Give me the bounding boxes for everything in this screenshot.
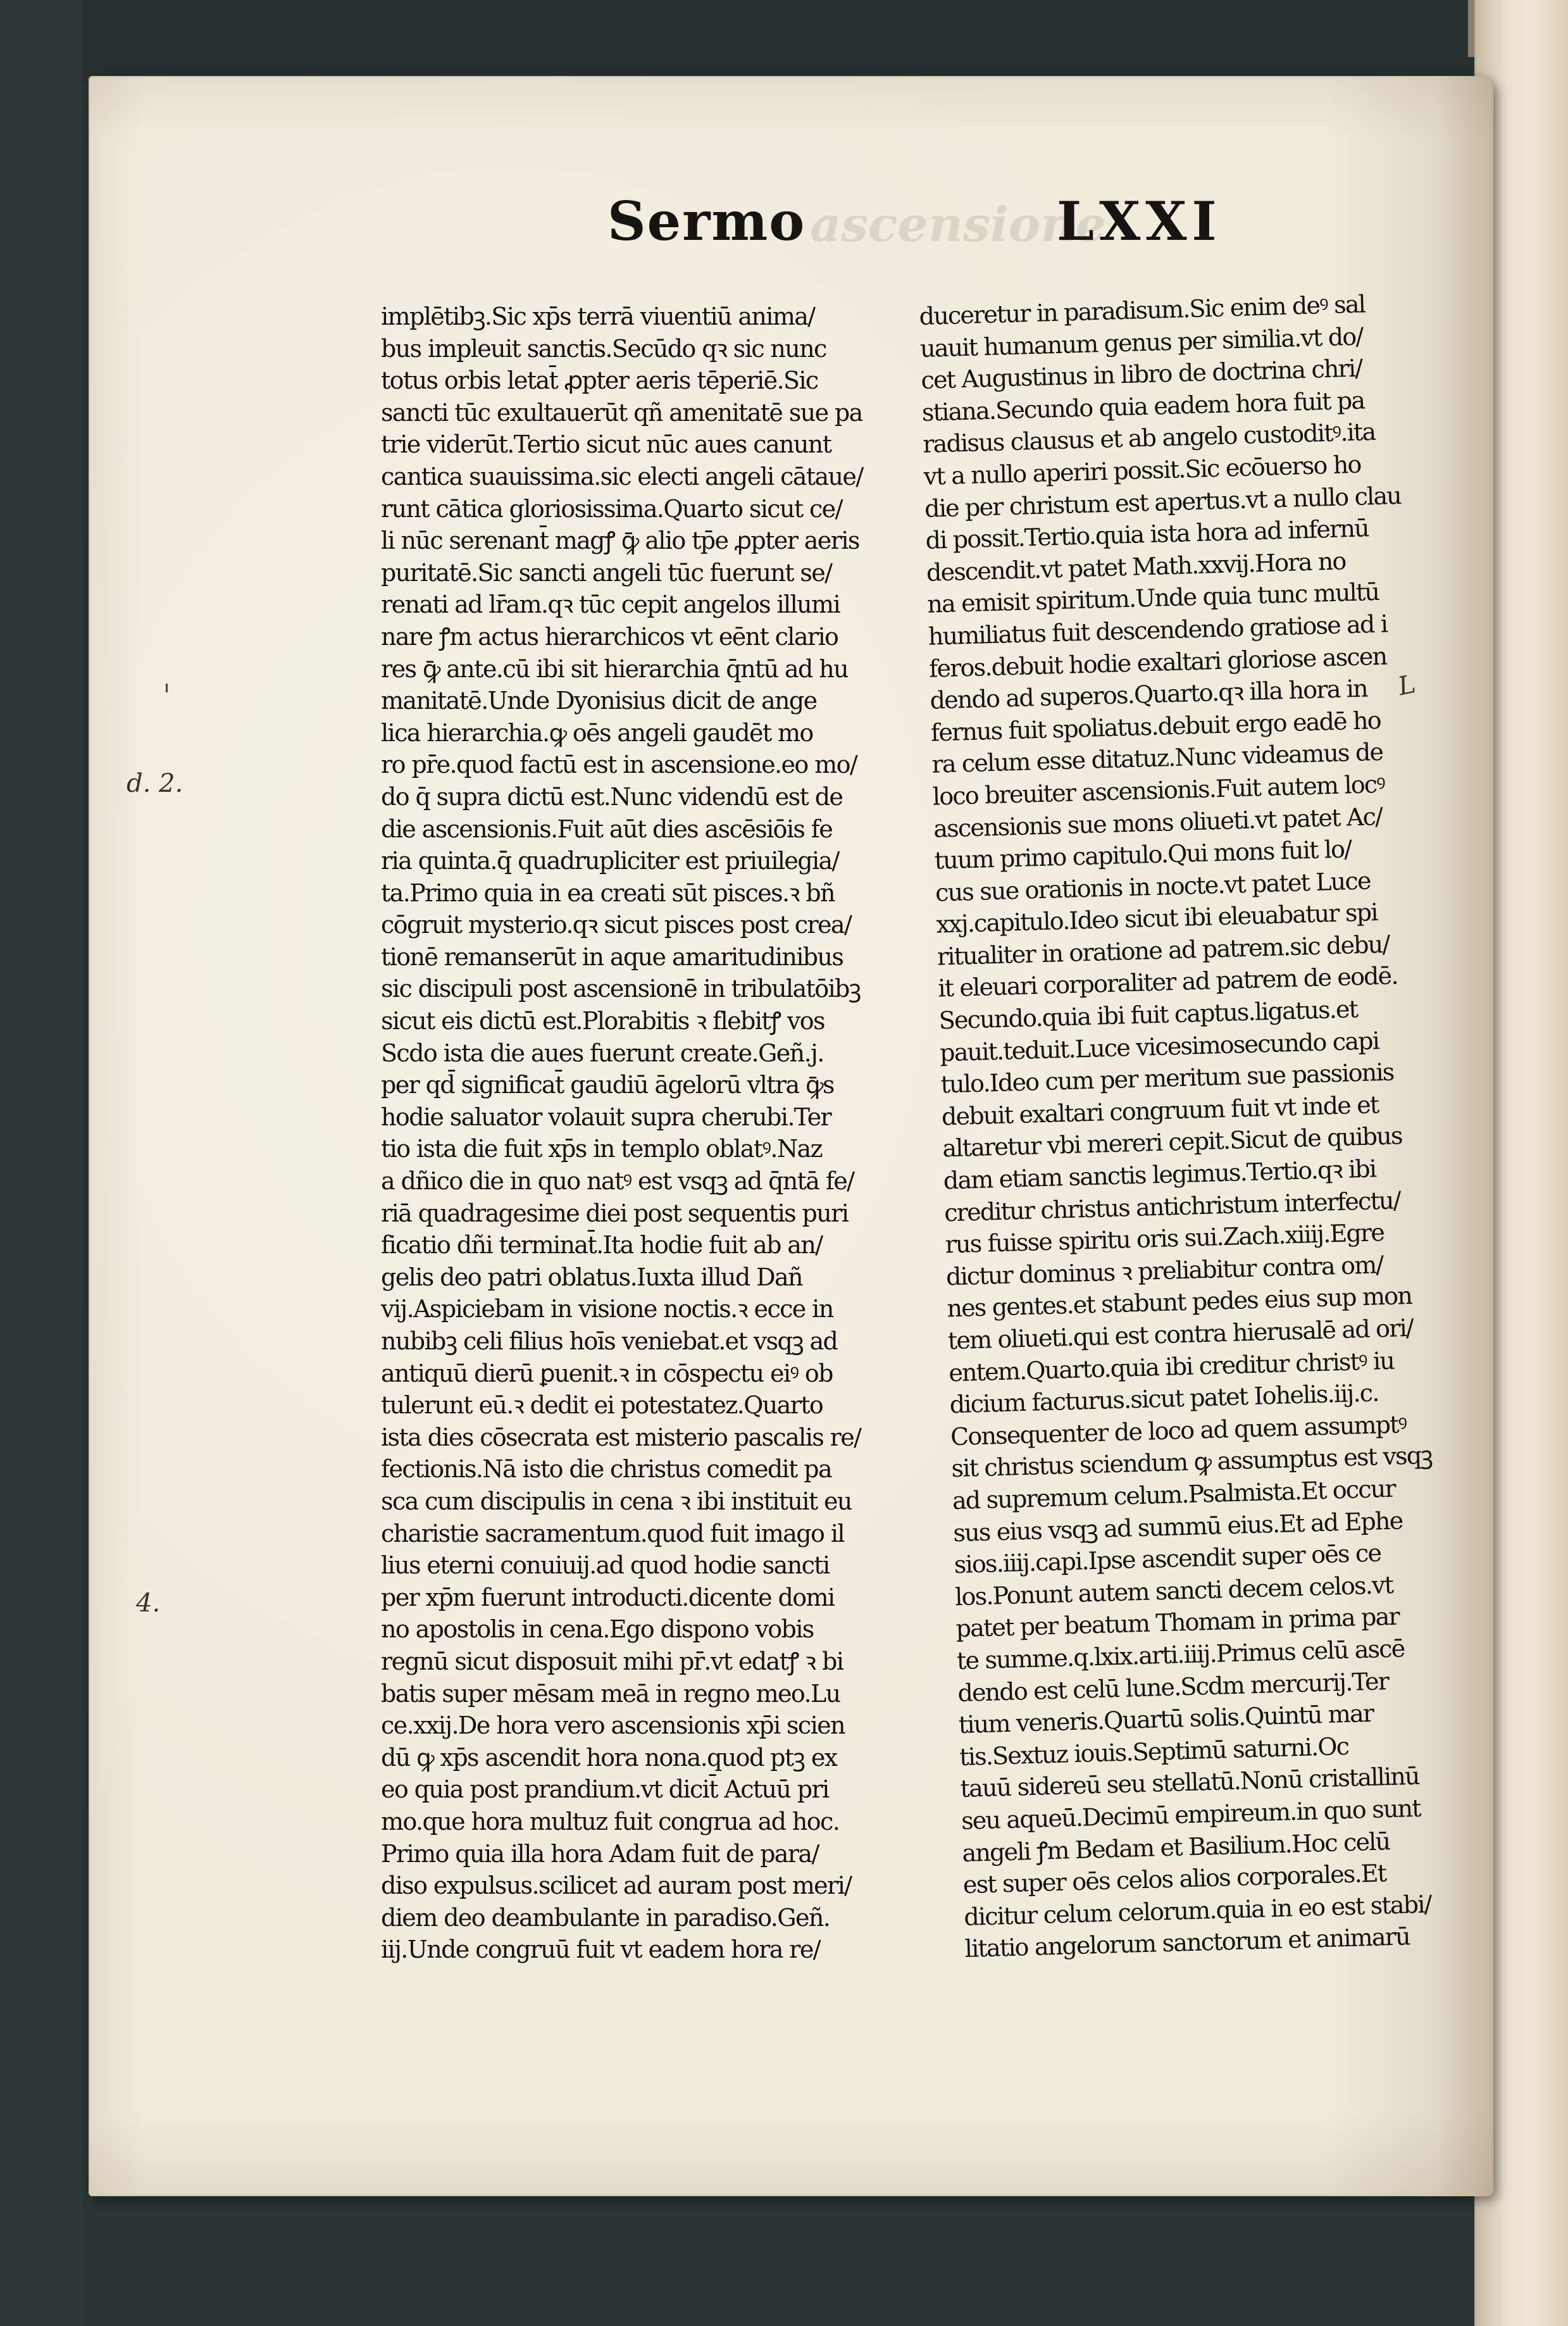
text-line: sic discipuli post ascensionē in tribulatōibꝫ bbox=[381, 975, 861, 1003]
text-line: do q̄ supra dictū est.Nunc videndū est de bbox=[381, 782, 843, 811]
text-line: xxj.capitulo.Ideo sicut ibi eleuabatur spi bbox=[935, 898, 1378, 939]
text-line: entem.Quarto.quia ibi creditur christꝰ iu bbox=[948, 1346, 1395, 1387]
text-line: antiquū dierū ꝑuenit.ꝛ in cōspectu eiꝰ ob bbox=[381, 1359, 833, 1387]
running-head bbox=[595, 190, 1228, 259]
text-line: hodie saluator volauit supra cherubi.Ter bbox=[381, 1103, 831, 1131]
text-line: li nūc serenant̄ magꝭ ꝙ̄ alio tp̄e ꝓpter aeris bbox=[381, 527, 859, 555]
text-line: tulerunt eū.ꝛ dedit ei potestatez.Quarto bbox=[381, 1391, 823, 1420]
text-line: ra celum esse ditatuz.Nunc videamus de bbox=[931, 738, 1383, 779]
margin-note: d. 2. bbox=[127, 769, 184, 798]
text-line: altaretur vbi mereri cepit.Sicut de quibus bbox=[942, 1122, 1403, 1163]
text-line: dendo est celū lune.Scdm mercurij.Ter bbox=[957, 1666, 1389, 1707]
text-line: ria quinta.q̄ quadrupliciter est priuilegia/ bbox=[381, 847, 839, 875]
text-line: ista dies cōsecrata est misterio pascalis re/ bbox=[381, 1423, 861, 1451]
text-line: sus eius vsqꝫ ad summū eius.Et ad Ephe bbox=[952, 1506, 1403, 1547]
text-line: iij.Unde congruū fuit vt eadem hora re/ bbox=[381, 1935, 820, 1964]
text-line: feros.debuit hodie exaltari gloriose ascen bbox=[928, 642, 1387, 683]
left-text-column bbox=[381, 301, 900, 1964]
text-line: lius eterni conuiuij.ad quod hodie sancti bbox=[381, 1551, 830, 1580]
text-line: cantica suauissima.sic electi angeli cātaue/ bbox=[381, 462, 863, 491]
margin-note: L bbox=[1395, 669, 1419, 702]
text-line: nes gentes.et stabunt pedes eius sup mon bbox=[946, 1282, 1412, 1323]
text-line: litatio angelorum sanctorum et animarū bbox=[964, 1922, 1410, 1963]
text-line: loco breuiter ascensionis.Fuit autem locꝰ bbox=[932, 770, 1385, 811]
text-line: a dñico die in quo natꝰ est vsqꝫ ad q̄ntā fe/ bbox=[381, 1167, 854, 1196]
text-line: tium veneris.Quartū solis.Quintū mar bbox=[958, 1699, 1374, 1739]
text-line: uauit humanum genus per similia.vt do/ bbox=[919, 322, 1363, 363]
text-line: pauit.teduit.Luce vicesimosecundo capi bbox=[939, 1026, 1379, 1067]
text-line: trie viderūt.Tertio sicut nūc aues canunt bbox=[381, 430, 831, 459]
text-line: vt a nullo aperiri possit.Sic ecōuerso ho bbox=[923, 450, 1362, 491]
text-line: bus impleuit sanctis.Secūdo qꝛ sic nunc bbox=[381, 334, 826, 363]
text-line: it eleuari corporaliter ad patrem de eodē. bbox=[937, 961, 1398, 1003]
text-line: tio ista die fuit xp̄s in templo oblatꝰ.Naz bbox=[381, 1135, 823, 1163]
text-line: regnū sicut disposuit mihi pr̄.vt edatꝭ ꝛ bi bbox=[381, 1647, 843, 1675]
text-line: sicut eis dictū est.Plorabitis ꝛ flebitꝭ vos bbox=[381, 1007, 824, 1035]
text-line: ascensionis sue mons oliueti.vt patet Ac/ bbox=[933, 802, 1383, 843]
margin-note: 4. bbox=[136, 1589, 161, 1618]
folio-number: LXXI bbox=[1057, 190, 1222, 253]
text-line: tuum primo capitulo.Qui mons fuit lo/ bbox=[934, 835, 1352, 875]
text-line: sancti tūc exultauerūt qñ amenitatē sue pa bbox=[381, 398, 862, 427]
text-line: est super oēs celos alios corporales.Et bbox=[962, 1859, 1386, 1899]
text-line: batis super mēsam meā in regno meo.Lu bbox=[381, 1679, 840, 1708]
text-line: duceretur in paradisum.Sic enim deꝰ sal bbox=[919, 290, 1366, 330]
running-title: Sermo bbox=[607, 190, 806, 253]
text-line: diem deo deambulante in paradiso.Geñ. bbox=[381, 1903, 830, 1932]
text-line: implētibꝫ.Sic xp̄s terrā viuentiū anima/ bbox=[381, 303, 815, 330]
text-line: sios.iiij.capi.Ipse ascendit super oēs ce bbox=[954, 1539, 1381, 1579]
text-line: tauū sidereū seu stellatū.Nonū cristallinū bbox=[960, 1762, 1420, 1803]
text-line: ta.Primo quia in ea creati sūt pisces.ꝛ bñ bbox=[381, 879, 835, 907]
text-line: tem oliueti.qui est contra hierusalē ad ori/ bbox=[947, 1313, 1414, 1355]
text-line: charistie sacramentum.quod fuit imago il bbox=[381, 1519, 844, 1548]
text-line: te summe.q.lxix.arti.iiij.Primus celū ascē bbox=[956, 1634, 1405, 1675]
right-text-column bbox=[919, 287, 1462, 1963]
text-line: dictur dominus ꝛ preliabitur contra om/ bbox=[945, 1250, 1383, 1291]
text-line: ro pr̄e.quod factū est in ascensione.eo mo/ bbox=[381, 751, 857, 779]
text-line: dicitur celum celorum.quia in eo est stabi/ bbox=[963, 1890, 1432, 1931]
text-line: dū ꝙ xp̄s ascendit hora nona.quod ptꝫ ex bbox=[381, 1743, 837, 1772]
text-line: sit christus sciendum ꝙ assumptus est vsqꝫ bbox=[950, 1441, 1433, 1483]
text-line: creditur christus antichristum interfectu/ bbox=[943, 1185, 1401, 1227]
text-line: Primo quia illa hora Adam fuit de para/ bbox=[381, 1839, 819, 1868]
scan-board-top bbox=[0, 0, 1568, 82]
text-line: die ascensionis.Fuit aūt dies ascēsiōis fe bbox=[381, 815, 833, 843]
text-line: eo quia post prandium.vt dicit̄ Actuū pri bbox=[381, 1775, 829, 1804]
text-line: cus sue orationis in nocte.vt patet Luce bbox=[935, 866, 1371, 907]
text-line: cet Augustinus in libro de doctrina chri/ bbox=[920, 354, 1362, 395]
text-line: vij.Aspiciebam in visione noctis.ꝛ ecce in bbox=[381, 1295, 833, 1323]
text-line: dendo ad superos.Quarto.qꝛ illa hora in bbox=[930, 674, 1368, 715]
text-line: tis.Sextuz iouis.Septimū saturni.Oc bbox=[959, 1732, 1349, 1771]
text-line: rus fuisse spiritu oris sui.Zach.xiiij.Egre bbox=[945, 1218, 1384, 1259]
text-line: puritatē.Sic sancti angeli tūc fuerunt se/ bbox=[381, 558, 832, 587]
text-line: Consequenter de loco ad quem assumptꝰ bbox=[950, 1410, 1407, 1451]
text-line: ce.xxij.De hora vero ascensionis xp̄i scien bbox=[381, 1711, 845, 1740]
text-line: runt cātica gloriosissima.Quarto sicut ce/ bbox=[381, 494, 842, 523]
text-line: di possit.Tertio.quia ista hora ad infernū bbox=[924, 514, 1369, 554]
text-line: mo.que hora multuz fuit congrua ad hoc. bbox=[381, 1807, 840, 1835]
margin-mark bbox=[166, 684, 168, 692]
text-line: sca cum discipulis in cena ꝛ ibi instituit eu bbox=[381, 1487, 852, 1515]
text-line: dam etiam sanctis legimus.Tertio.qꝛ ibi bbox=[943, 1154, 1376, 1195]
text-line: nubibꝫ celi filius hoīs veniebat.et vsqꝫ ad bbox=[381, 1327, 838, 1355]
bleed-through-text: ascensione bbox=[810, 196, 1106, 253]
text-line: descendit.vt patet Math.xxvij.Hora no bbox=[926, 547, 1347, 587]
text-line: radisus clausus et ab angelo custoditꝰ.ita bbox=[922, 418, 1376, 459]
text-line: humiliatus fuit descendendo gratiose ad i bbox=[928, 610, 1388, 651]
text-line: stiana.Secundo quia eadem hora fuit pa bbox=[921, 386, 1365, 427]
text-line: per xp̄m fuerunt introducti.dicente domi bbox=[381, 1583, 835, 1611]
text-line: fernus fuit spoliatus.debuit ergo eadē ho bbox=[930, 706, 1381, 747]
text-line: fectionis.Nā isto die christus comedit pa bbox=[381, 1455, 832, 1484]
text-line: per qd̄ significat̄ gaudiū āgelorū vltra ꝙ̄s bbox=[381, 1071, 834, 1099]
text-line: lica hierarchia.ꝙ oēs angeli gaudēt mo bbox=[381, 718, 813, 747]
text-line: tionē remanserūt in aque amaritudinibus bbox=[381, 942, 843, 971]
text-line: cōgruit mysterio.qꝛ sicut pisces post crea/ bbox=[381, 911, 852, 939]
text-line: ritualiter in oratione ad patrem.sic debu/ bbox=[936, 930, 1390, 971]
text-line: los.Ponunt autem sancti decem celos.vt bbox=[954, 1570, 1393, 1611]
scan-board-left bbox=[0, 0, 82, 2326]
text-line: die per christum est apertus.vt a nullo clau bbox=[924, 481, 1402, 523]
text-line: renati ad lr̄am.qꝛ tūc cepit angelos illumi bbox=[381, 591, 840, 619]
text-line: Secundo.quia ibi fuit captus.ligatus.et bbox=[938, 995, 1358, 1035]
text-line: patet per beatum Thomam in prima par bbox=[955, 1602, 1400, 1643]
text-line: res ꝙ̄ ante.cū ibi sit hierarchia q̄ntū ad hu bbox=[381, 654, 848, 683]
text-line: ficatio dñi terminat̄.Ita hodie fuit ab an/ bbox=[381, 1231, 823, 1260]
text-line: diso expulsus.scilicet ad auram post meri/ bbox=[381, 1872, 852, 1900]
text-line: dicium facturus.sicut patet Iohelis.iij.c. bbox=[949, 1379, 1379, 1419]
text-line: nare ꝭm actus hierarchicos vt eēnt clario bbox=[381, 622, 838, 651]
text-line: no apostolis in cena.Ego dispono vobis bbox=[381, 1615, 814, 1644]
text-line: ad supremum celum.Psalmista.Et occur bbox=[952, 1474, 1396, 1515]
text-line: gelis deo patri oblatus.Iuxta illud Dañ bbox=[381, 1263, 802, 1291]
text-line: na emisit spiritum.Unde quia tunc multū bbox=[926, 578, 1379, 619]
text-line: manitatē.Unde Dyonisius dicit de ange bbox=[381, 687, 817, 715]
text-line: tulo.Ideo cum per meritum sue passionis bbox=[940, 1058, 1395, 1099]
text-line: seu aqueū.Decimū empireum.in quo sunt bbox=[961, 1794, 1421, 1835]
text-line: Scdo ista die aues fuerunt create.Geñ.j. bbox=[381, 1039, 824, 1067]
text-line: totus orbis letat̄ ꝓpter aeris tēperiē.Sic bbox=[381, 366, 818, 395]
text-line: riā quadragesime diei post sequentis puri bbox=[381, 1199, 849, 1227]
text-line: angeli ꝭm Bedam et Basilium.Hoc celū bbox=[961, 1827, 1390, 1867]
text-line: debuit exaltari congruum fuit vt inde et bbox=[941, 1091, 1379, 1131]
